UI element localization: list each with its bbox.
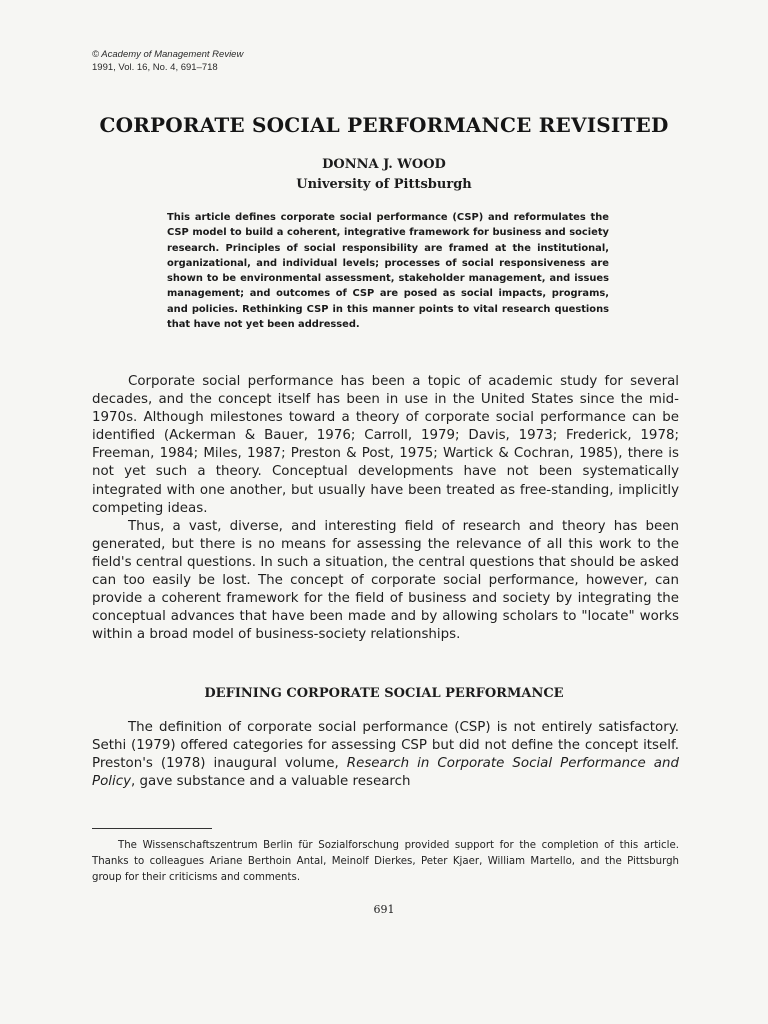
author-name: DONNA J. WOOD [322, 157, 446, 172]
author-block [0, 155, 768, 195]
volume-info: 1991, Vol. 16, No. 4, 691–718 [92, 62, 218, 73]
journal-name: © Academy of Management Review [92, 49, 244, 60]
paragraph-text: , gave substance and a valuable research [131, 774, 411, 790]
body-paragraph [92, 719, 679, 791]
defining-csp-section [92, 719, 679, 791]
footnote-divider [92, 828, 212, 829]
book-title: Research in Corporate Social Performance and Policy [92, 756, 679, 790]
paragraph-text: The definition of corporate social performance (CSP) is not entirely satisfactory. Sethi (1979) offered categories for assessing CSP but did not define the concept itself. Preston's (1978) inaugural volume, [92, 720, 679, 772]
page-number: 691 [373, 903, 395, 916]
introduction-section [92, 373, 679, 644]
footnote-text: The Wissenschaftszentrum Berlin für Sozialforschung provided support for the completion of this article. Thanks to colleagues Ariane Berthoin Antal, Meinolf Dierkes, Peter Kjaer, William Martello, and the Pittsburgh group for their criticisms and comments. [92, 840, 679, 883]
body-paragraph: Thus, a vast, diverse, and interesting field of research and theory has been generated, but there is no means for assessing the relevance of all this work to the field's central questions. In such a situation, the central questions that should be asked can too easily be lost. The concept of corporate social performance, however, can provide a coherent framework for the field of business and society by integrating the conceptual advances that have been made and by allowing scholars to "locate" works within a broad model of business-society relationships. [92, 518, 679, 643]
journal-citation [92, 48, 243, 74]
footnote [92, 838, 679, 886]
abstract: This article defines corporate social performance (CSP) and reformulates the CSP model to build a coherent, integrative framework for business and society research. Principles of social responsibility are framed at the institutional, organizational, and individual levels; processes of social responsiveness are shown to be environmental assessment, stakeholder management, and issues management; and outcomes of CSP are posed as social impacts, programs, and policies. Rethinking CSP in this manner points to vital research questions that have not yet been addressed. [167, 212, 609, 331]
body-paragraph: Corporate social performance has been a topic of academic study for several decades, and the concept itself has been in use in the United States since the mid-1970s. Although milestones toward a theory of corporate social performance can be identified (Ackerman & Bauer, 1976; Carroll, 1979; Davis, 1973; Frederick, 1978; Freeman, 1984; Miles, 1987; Preston & Post, 1975; Wartick & Cochran, 1985), there is not yet such a theory. Conceptual developments have not been systematically integrated with one another, but usually have been treated as free-standing, implicitly competing ideas. [92, 374, 679, 516]
article-title: CORPORATE SOCIAL PERFORMANCE REVISITED [99, 113, 669, 137]
section-heading: DEFINING CORPORATE SOCIAL PERFORMANCE [204, 686, 564, 701]
author-affiliation: University of Pittsburgh [296, 177, 472, 192]
